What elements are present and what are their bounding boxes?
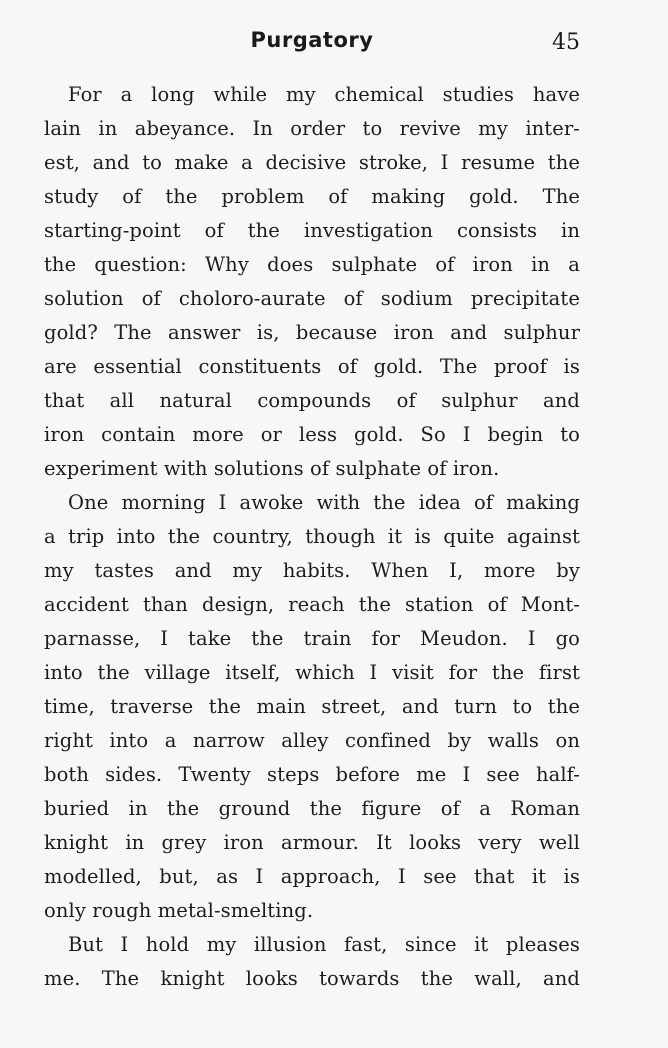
text-line: a trip into the country, though it is quite against [44,525,580,548]
text-line: iron contain more or less gold. So I begin to [44,423,580,446]
text-line: lain in abeyance. In order to revive my inter- [44,117,580,140]
text-line: For a long while my chemical studies have [68,83,580,106]
text-line: buried in the ground the figure of a Roman [44,797,580,820]
text-line: solution of choloro-aurate of sodium precipitate [44,287,580,310]
text-line: study of the problem of making gold. The [44,185,580,208]
text-line: time, traverse the main street, and turn to the [44,695,580,718]
page-number: 45 [552,30,580,55]
text-line: knight in grey iron armour. It looks very well [44,831,580,854]
text-line: that all natural compounds of sulphur and [44,389,580,412]
text-line: only rough metal-smelting. [44,899,314,922]
text-line: are essential constituents of gold. The proof is [44,355,580,378]
text-line: est, and to make a decisive stroke, I resume the [44,151,580,174]
text-line: both sides. Twenty steps before me I see half- [44,763,580,786]
body-text [44,78,580,996]
text-line: But I hold my illusion fast, since it pleases [68,933,580,956]
text-line: right into a narrow alley confined by walls on [44,729,580,752]
running-head [44,26,580,60]
text-line: parnasse, I take the train for Meudon. I go [44,627,580,650]
text-line: the question: Why does sulphate of iron in a [44,253,580,276]
text-line: One morning I awoke with the idea of making [68,491,580,514]
text-line: my tastes and my habits. When I, more by [44,559,580,582]
running-title: Purgatory [250,28,374,52]
text-line: me. The knight looks towards the wall, and [44,967,580,990]
text-line: into the village itself, which I visit for the first [44,661,580,684]
text-line: accident than design, reach the station of Mont- [44,593,580,616]
text-line: gold? The answer is, because iron and sulphur [44,321,580,344]
text-line: modelled, but, as I approach, I see that it is [44,865,580,888]
text-line: experiment with solutions of sulphate of iron. [44,457,500,480]
text-line: starting-point of the investigation consists in [44,219,580,242]
